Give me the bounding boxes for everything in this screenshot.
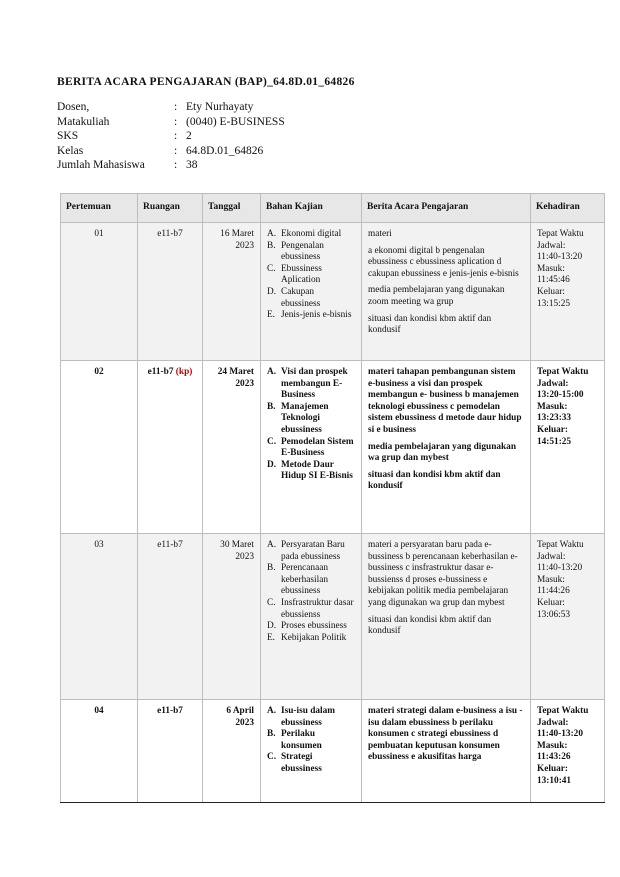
page-title: BERITA ACARA PENGAJARAN (BAP)_64.8D.01_64826 bbox=[57, 76, 355, 88]
list-item: D. Metode Daur Hidup SI E-Bisnis bbox=[267, 459, 353, 482]
meta-key: Jumlah Mahasiswa bbox=[57, 159, 145, 171]
cell-berita-acara bbox=[362, 223, 531, 361]
list-item: A. Isu-isu dalam ebussiness bbox=[267, 706, 335, 728]
meta-key: Dosen, bbox=[57, 101, 90, 113]
meta-row-sks bbox=[57, 129, 285, 144]
meta-row-dosen bbox=[57, 100, 285, 115]
meta-colon: : bbox=[174, 115, 178, 128]
meta-key: SKS bbox=[57, 130, 79, 142]
berita-paragraph: situasi dan kondisi kbm aktif dan kondusif bbox=[368, 313, 492, 336]
cell-tanggal: 16 Maret 2023 bbox=[203, 223, 261, 361]
berita-paragraph: media pembelajaran yang digunakan wa grup dan mybest bbox=[368, 441, 517, 464]
list-item: C. Ebussiness Aplication bbox=[267, 263, 322, 286]
ruangan-text: e11-b7 bbox=[147, 367, 174, 377]
table-row bbox=[61, 534, 605, 700]
header-kehadiran: Kehadiran bbox=[531, 194, 605, 223]
cell-berita-acara bbox=[362, 700, 531, 803]
cell-pertemuan: 03 bbox=[61, 534, 138, 700]
meta-colon: : bbox=[174, 130, 178, 142]
berita-paragraph: materi a persyaratan baru pada e-bussiness b perencanaan keberhasilan e-bussiness c insfrastruktur dasar e-bussienss d proses e-bussiness e kebijakan politik media pembelajaran yang digunakan wa grup dan mybest bbox=[368, 540, 518, 608]
list-item: A. Visi dan prospek membangun E-Business bbox=[267, 367, 348, 401]
list-item: E. Kebijakan Politik bbox=[267, 632, 347, 643]
table-row bbox=[61, 361, 605, 534]
berita-paragraph: materi bbox=[368, 229, 392, 239]
berita-paragraph: situasi dan kondisi kbm aktif dan kondusif bbox=[368, 614, 492, 637]
berita-paragraph: materi strategi dalam e-business a isu -isu dalam ebussiness b perilaku konsumen c strategi ebussiness d pembuatan keputusan konsumen ebussiness e akusifitas harga bbox=[368, 706, 523, 763]
ruangan-text: e11-b7 bbox=[157, 706, 183, 716]
meta-value: (0040) E-BUSINESS bbox=[186, 115, 285, 128]
cell-bahan-kajian bbox=[261, 700, 362, 803]
cell-tanggal: 30 Maret 2023 bbox=[203, 534, 261, 700]
list-item: B. Perilaku konsumen bbox=[267, 729, 322, 751]
bahan-list bbox=[267, 229, 355, 322]
cell-pertemuan: 04 bbox=[61, 700, 138, 803]
cell-berita-acara bbox=[362, 534, 531, 700]
list-item: B. Pengenalan ebussiness bbox=[267, 240, 324, 263]
meta-key: Kelas bbox=[57, 144, 84, 157]
meta-row-jumlah-mahasiswa bbox=[57, 158, 285, 173]
table-row bbox=[61, 700, 605, 803]
meta-colon: : bbox=[174, 144, 178, 157]
berita-paragraph: materi tahapan pembangunan sistem e-business a visi dan prospek membangun e- business b manajemen teknologi ebussiness c pemodelan sistem ebussiness d metode daur hidup si e business bbox=[368, 367, 522, 435]
list-item: D. Proses ebussiness bbox=[267, 621, 347, 632]
berita-paragraph: media pembelajaran yang digunakan zoom meeting wa grup bbox=[368, 285, 505, 307]
list-item: A. Persyaratan Baru pada ebussiness bbox=[267, 540, 345, 562]
table-row bbox=[61, 223, 605, 361]
ruangan-text: e11-b7 bbox=[157, 229, 183, 239]
cell-ruangan bbox=[138, 700, 203, 803]
cell-tanggal: 6 April 2023 bbox=[203, 700, 261, 803]
berita-paragraph: a ekonomi digital b pengenalan ebussiness c ebussiness aplication d cakupan ebussiness e jenis-jenis e-bisnis bbox=[368, 245, 519, 279]
meta-value: Ety Nurhayaty bbox=[186, 101, 254, 113]
header-tanggal: Tanggal bbox=[203, 194, 261, 223]
cell-bahan-kajian bbox=[261, 534, 362, 700]
cell-kehadiran: Tepat Waktu Jadwal: 13:20-15:00 Masuk: 13:23:33 Keluar: 14:51:25 bbox=[531, 361, 605, 534]
list-item: C. Pemodelan Sistem E-Business bbox=[267, 436, 354, 459]
cell-ruangan bbox=[138, 223, 203, 361]
cell-pertemuan: 02 bbox=[61, 361, 138, 534]
meta-value: 64.8D.01_64826 bbox=[186, 144, 264, 157]
cell-tanggal: 24 Maret 2023 bbox=[203, 361, 261, 534]
meta-row-kelas bbox=[57, 144, 285, 159]
meta-value: 2 bbox=[186, 130, 192, 142]
header-pertemuan: Pertemuan bbox=[61, 194, 138, 223]
list-item: C. Insfrastruktur dasar ebussienss bbox=[267, 597, 354, 620]
header-ruangan: Ruangan bbox=[138, 194, 203, 223]
list-item: D. Cakupan ebussiness bbox=[267, 286, 321, 309]
list-item: B. Manajemen Teknologi ebussiness bbox=[267, 401, 329, 435]
cell-pertemuan: 01 bbox=[61, 223, 138, 361]
list-item: A. Ekonomi digital bbox=[267, 229, 342, 239]
cell-kehadiran: Tepat Waktu Jadwal: 11:40-13:20 Masuk: 11:43:26 Keluar: 13:10:41 bbox=[531, 700, 605, 803]
table-header-row bbox=[61, 194, 605, 223]
meta-block bbox=[57, 100, 285, 173]
meta-colon: : bbox=[174, 159, 178, 171]
bahan-list bbox=[267, 367, 355, 483]
cell-kehadiran: Tepat Waktu Jadwal: 11:40-13:20 Masuk: 11:44:26 Keluar: 13:06:53 bbox=[531, 534, 605, 700]
cell-bahan-kajian bbox=[261, 361, 362, 534]
kp-tag: (kp) bbox=[175, 367, 193, 377]
cell-ruangan bbox=[138, 534, 203, 700]
header-bahan-kajian: Bahan Kajian bbox=[261, 194, 362, 223]
list-item: B. Perencanaan keberhasilan ebussiness bbox=[267, 563, 328, 597]
list-item: E. Jenis-jenis e-bisnis bbox=[267, 310, 352, 321]
cell-berita-acara bbox=[362, 361, 531, 534]
list-item: C. Strategi ebussiness bbox=[267, 752, 322, 774]
bahan-list bbox=[267, 540, 355, 644]
cell-bahan-kajian bbox=[261, 223, 362, 361]
bap-table bbox=[60, 193, 605, 803]
ruangan-text: e11-b7 bbox=[157, 540, 183, 550]
meta-value: 38 bbox=[186, 159, 198, 171]
cell-ruangan bbox=[138, 361, 203, 534]
cell-kehadiran: Tepat Waktu Jadwal: 11:40-13:20 Masuk: 11:45:46 Keluar: 13:15:25 bbox=[531, 223, 605, 361]
meta-row-matakuliah bbox=[57, 115, 285, 130]
bahan-list bbox=[267, 706, 355, 776]
header-berita-acara: Berita Acara Pengajaran bbox=[362, 194, 531, 223]
meta-colon: : bbox=[174, 101, 178, 113]
meta-key: Matakuliah bbox=[57, 115, 110, 128]
berita-paragraph: situasi dan kondisi kbm aktif dan kondusif bbox=[368, 469, 501, 492]
